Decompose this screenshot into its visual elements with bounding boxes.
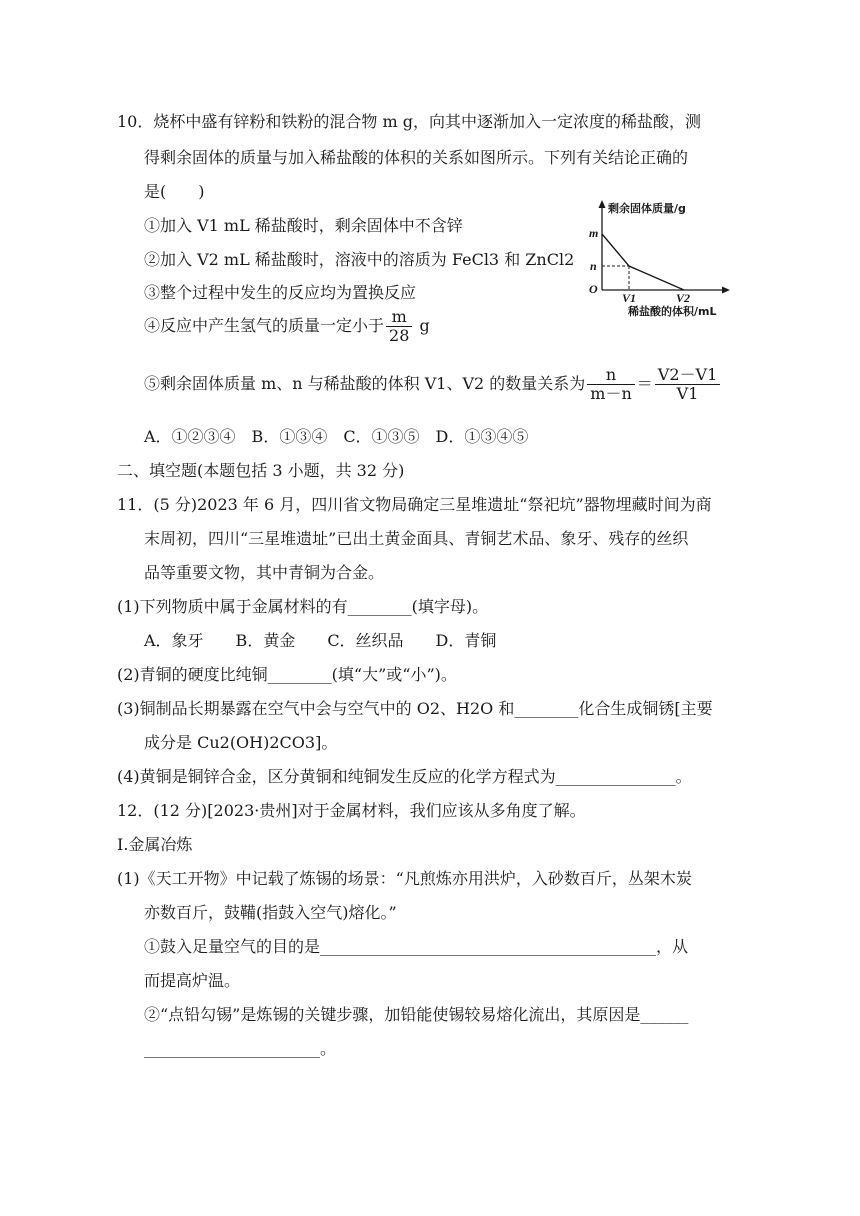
q10-statement-5-text: ⑤剩余固体质量 m、n 与稀盐酸的体积 V1、V2 的数量关系为	[144, 374, 586, 393]
q11-stem-line-2: 末周初，四川“三星堆遗址”已出土黄金面具、青铜艺术品、象牙、残存的丝织	[144, 529, 689, 548]
fraction-numerator: n	[587, 366, 634, 385]
q10-statement-4	[144, 306, 430, 346]
q12-sub-2-line-2: ______________________。	[144, 1039, 337, 1058]
fraction-denominator: m－n	[590, 384, 632, 403]
y-axis-arrow	[599, 200, 606, 208]
fraction-numerator: V2－V1	[655, 366, 720, 385]
q11-part-1-options: A．象牙 B．黄金 C．丝织品 D．青铜	[144, 631, 497, 650]
q12-part-heading: Ⅰ.金属冶炼	[117, 835, 193, 854]
q11-stem-line-3: 品等重要文物，其中青铜为合金。	[144, 563, 385, 582]
q10-options: A．①②③④ B．①③④ C．①③⑤ D．①③④⑤	[144, 427, 529, 446]
y-axis-label: 剩余固体质量/g	[608, 202, 686, 215]
q10-statement-4-unit: g	[419, 316, 430, 335]
n-label: n	[590, 259, 597, 273]
q12-sub-1-line-1: ①鼓入足量空气的目的是__________________________________________，从	[144, 937, 689, 956]
q11-part-3-line-2: 成分是 Cu2(OH)2CO3]。	[144, 733, 338, 752]
q11-stem-line-1: 11．(5 分)2023 年 6 月，四川省文物局确定三星堆遗址“祭祀坑”器物埋藏时间为商	[117, 495, 712, 514]
q10-statement-1: ①加入 V1 mL 稀盐酸时，剩余固体中不含锌	[144, 216, 463, 235]
q10-graph	[586, 196, 736, 320]
origin-label: O	[589, 282, 598, 296]
q12-sub-2-line-1: ②“点铅勾锡”是炼锡的关键步骤，加铅能使锡较易熔化流出，其原因是______	[144, 1005, 689, 1024]
fraction-numerator: m	[386, 308, 412, 327]
q12-sub-1-line-2: 而提高炉温。	[144, 971, 241, 990]
v2-label: V2	[676, 291, 691, 305]
m-label: m	[589, 226, 599, 240]
q10-statement-5-rhs-fraction	[655, 366, 720, 403]
fraction-denominator: V1	[676, 384, 699, 403]
q10-stem-line-1: 10．烧杯中盛有锌粉和铁粉的混合物 m g，向其中逐渐加入一定浓度的稀盐酸，测	[117, 112, 701, 131]
fraction-denominator: 28	[389, 326, 410, 345]
q12-part-1-line-2: 亦数百斤，鼓鞴(指鼓入空气)熔化。”	[144, 903, 397, 922]
x-axis-label: 稀盐酸的体积/mL	[628, 305, 717, 318]
q11-part-4: (4)黄铜是铜锌合金，区分黄铜和纯铜发生反应的化学方程式为_______________。	[117, 767, 692, 786]
mass-curve	[602, 234, 684, 290]
q10-stem-line-3: 是( )	[144, 182, 205, 201]
q10-statement-5-equals: ＝	[636, 374, 653, 393]
q11-part-2: (2)青铜的硬度比纯铜________(填“大”或“小”)。	[117, 665, 457, 684]
v1-label: V1	[622, 291, 637, 305]
section-2-heading: 二、填空题(本题包括 3 小题，共 32 分)	[117, 461, 405, 480]
q12-part-1-line-1: (1)《天工开物》中记载了炼锡的场景：“凡煎炼亦用洪炉，入砂数百斤，丛架木炭	[117, 869, 692, 888]
q12-stem: 12．(12 分)[2023·贵州]对于金属材料，我们应该从多角度了解。	[117, 801, 586, 820]
q10-graph-svg	[586, 196, 736, 320]
q10-statement-5-lhs-fraction	[587, 366, 634, 403]
q10-statement-2: ②加入 V2 mL 稀盐酸时，溶液中的溶质为 FeCl3 和 ZnCl2	[144, 250, 575, 269]
q11-part-3-line-1: (3)铜制品长期暴露在空气中会与空气中的 O2、H2O 和________化合生成铜锈[主要	[117, 699, 713, 718]
q10-statement-5	[144, 364, 722, 404]
q10-stem-line-2: 得剩余固体的质量与加入稀盐酸的体积的关系如图所示。下列有关结论正确的	[144, 148, 689, 167]
q11-part-1: (1)下列物质中属于金属材料的有________(填字母)。	[117, 597, 489, 616]
q10-statement-3: ③整个过程中发生的反应均为置换反应	[144, 283, 417, 302]
x-axis-arrow	[722, 287, 730, 294]
q10-statement-4-fraction	[386, 308, 412, 345]
q10-statement-4-text: ④反应中产生氢气的质量一定小于	[144, 316, 385, 335]
